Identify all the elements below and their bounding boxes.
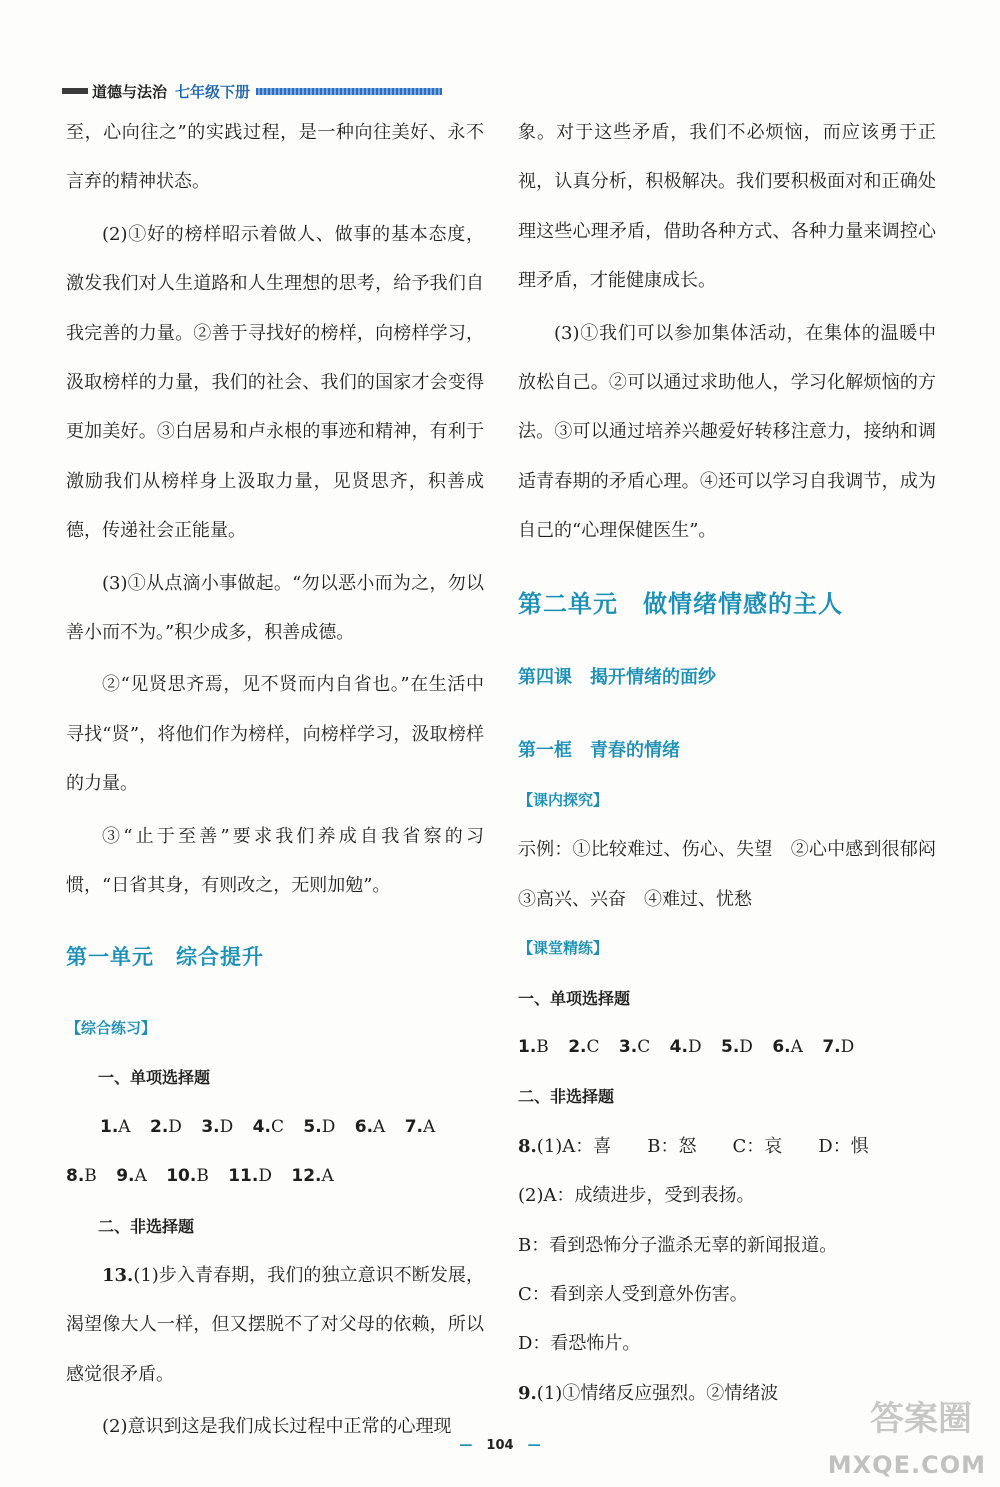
answer-item: 9.A — [116, 1166, 147, 1187]
page-number: — 104 — — [459, 1438, 541, 1453]
unit-heading: 第一单元 综合提升 — [66, 944, 264, 969]
answer-item: 7.D — [822, 1036, 855, 1057]
question-number: 13. — [102, 1264, 134, 1286]
section-heading: 二、非选择题 — [518, 1087, 615, 1107]
lesson-heading: 第四课 揭开情绪的面纱 — [518, 667, 716, 689]
answer-item: 1.A — [100, 1116, 131, 1137]
question-number: 9. — [518, 1382, 537, 1404]
watermark-logo — [792, 1383, 992, 1483]
section-heading: 二、非选择题 — [98, 1216, 195, 1236]
answer-item: 4.D — [669, 1036, 702, 1057]
paragraph: C：看到亲人受到意外伤害。 — [518, 1283, 748, 1305]
paragraph: 示例：①比较难过、伤心、失望 ②心中感到很郁闷 ③高兴、兴奋 ④难过、忧愁 — [518, 839, 954, 910]
section-tag: 【课堂精练】 — [518, 939, 609, 958]
book-grade: 七年级下册 — [175, 82, 251, 101]
book-title: 道德与法治 — [92, 82, 168, 101]
answer-item: 5.D — [303, 1116, 336, 1137]
section-heading: 一、单项选择题 — [98, 1068, 211, 1088]
paragraph: (3)①从点滴小事做起。“勿以恶小而为之，勿以善小而不为。”积少成多，积善成德。 — [66, 572, 484, 644]
answer-item: 11.D — [228, 1166, 272, 1187]
question-9: 9.(1)①情绪反应强烈。②情绪波 — [518, 1382, 779, 1404]
paragraph: 至，心向往之”的实践过程，是一种向往美好、永不言弃的精神状态。 — [66, 122, 484, 193]
paragraph: D：看恐怖片。 — [518, 1333, 641, 1355]
answer-item: 6.A — [772, 1036, 803, 1057]
answer-item: 1.B — [518, 1036, 549, 1057]
answer-item: 10.B — [166, 1166, 209, 1187]
paragraph: (3)①我们可以参加集体活动，在集体的温暖中放松自己。②可以通过求助他人，学习化解烦恼的方法。③可以通过培养兴趣爱好转移注意力，接纳和调适青春期的矛盾心理。④还可以学习自我调节，成为自己的“心理保健医生”。 — [518, 322, 936, 542]
answer-item: 2.C — [568, 1036, 600, 1057]
answer-item: 8.B — [66, 1166, 97, 1187]
paragraph: B：看到恐怖分子滥杀无辜的新闻报道。 — [518, 1234, 838, 1256]
question-number: 8. — [518, 1135, 537, 1157]
answer-item: 12.A — [291, 1166, 334, 1187]
answer-row — [518, 1023, 936, 1072]
frame-heading: 第一框 青春的情绪 — [518, 740, 680, 762]
left-column — [66, 108, 484, 1452]
watermark-text: MXQE.COM — [827, 1451, 986, 1479]
answer-item: 3.D — [201, 1116, 234, 1137]
paragraph: (2)①好的榜样昭示着做人、做事的基本态度，激发我们对人生道路和人生理想的思考，给予我们自我完善的力量。②善于寻找好的榜样，向榜样学习，汲取榜样的力量，我们的社会、我们的国家才会变得更加美好。③白居易和卢永根的事迹和精神，有利于激励我们从榜样身上汲取力量，见贤思齐，积善成德，传递社会正能量。 — [66, 223, 484, 542]
paragraph: (2)A：成绩进步，受到表扬。 — [518, 1185, 755, 1207]
question-13: 13.(1)步入青春期，我们的独立意识不断发展，渴望像大人一样，但又摆脱不了对父母的依赖，所以感觉很矛盾。 — [66, 1264, 484, 1385]
paragraph: 象。对于这些矛盾，我们不必烦恼，而应该勇于正视，认真分析，积极解决。我们要积极面对和正确处理这些心理矛盾，借助各种方式、各种力量来调控心理矛盾，才能健康成长。 — [518, 122, 936, 292]
paragraph: (2)意识到这是我们成长过程中正常的心理现 — [102, 1416, 452, 1438]
answer-item: 5.D — [720, 1036, 753, 1057]
answer-row — [66, 1152, 484, 1201]
right-column — [518, 108, 954, 1418]
section-tag: 【综合练习】 — [66, 1018, 157, 1037]
header-bar-right — [256, 88, 442, 95]
section-heading: 一、单项选择题 — [518, 988, 631, 1008]
answer-item: 6.A — [354, 1116, 386, 1137]
paragraph: ②“见贤思齐焉，见不贤而内自省也。”在生活中寻找“贤”，将他们作为榜样，向榜样学习，汲取榜样的力量。 — [66, 674, 484, 795]
paragraph: ③“止于至善”要求我们养成自我省察的习惯，“日省其身，有则改之，无则加勉”。 — [66, 825, 484, 897]
header-bar-left — [62, 88, 88, 94]
unit-heading: 第二单元 做情绪情感的主人 — [518, 589, 843, 618]
answer-item: 4.C — [252, 1116, 284, 1137]
question-8: 8.(1)A：喜 B：怒 C：哀 D：惧 — [518, 1135, 869, 1157]
answer-item: 7.A — [404, 1116, 436, 1137]
watermark-sig: 答案圈 — [870, 1399, 972, 1439]
answer-item: 3.C — [618, 1036, 651, 1057]
answer-row — [66, 1103, 484, 1152]
running-header — [62, 80, 442, 102]
answer-item: 2.D — [149, 1116, 182, 1137]
section-tag: 【课内探究】 — [518, 790, 609, 809]
